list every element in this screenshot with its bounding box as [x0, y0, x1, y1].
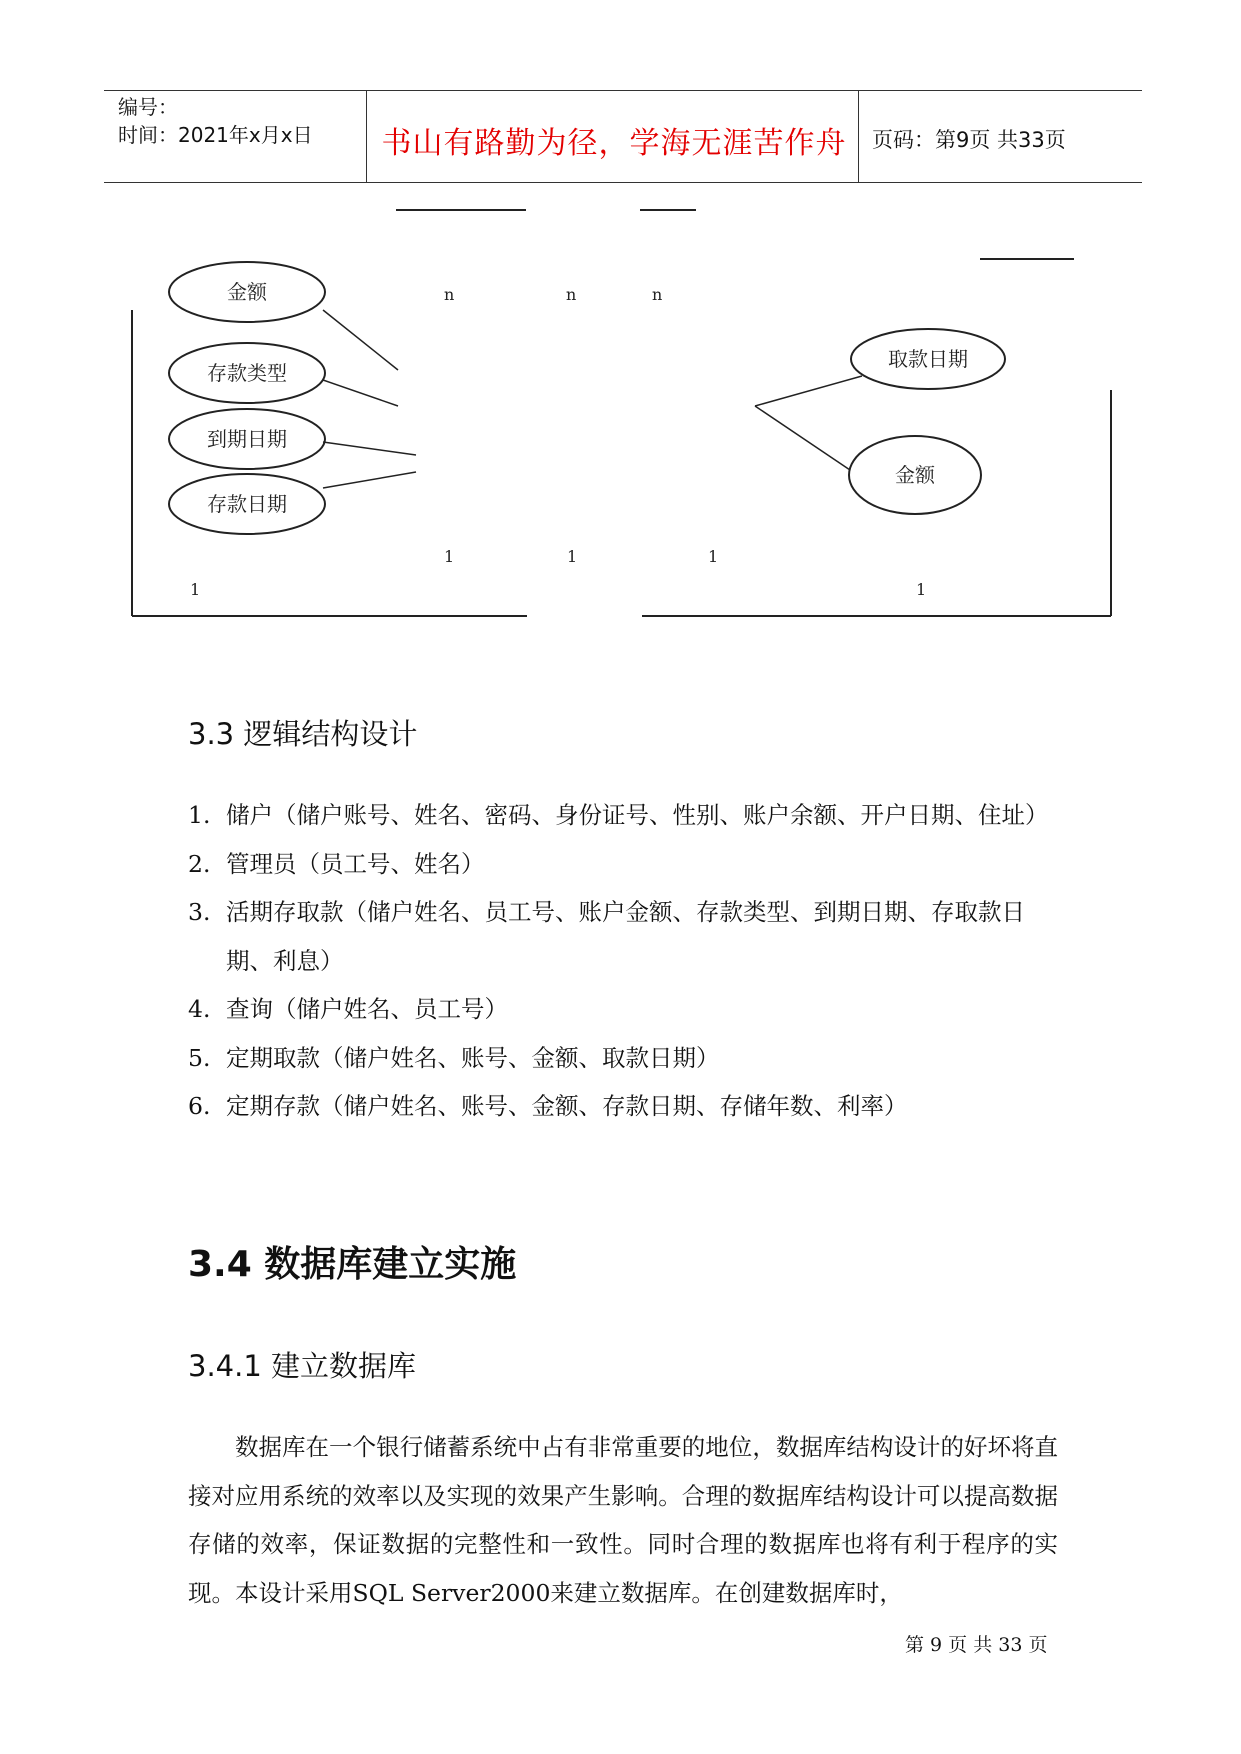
- list-item-number: 1.: [188, 801, 211, 829]
- header-top-rule: [104, 90, 1142, 91]
- subsection-heading-3-4-1: 3.4.1 建立数据库: [188, 1349, 417, 1383]
- header-motto: 书山有路勤为径，学海无涯苦作舟: [381, 126, 847, 161]
- list-item: [188, 791, 1068, 840]
- list-item-number: 4.: [188, 995, 211, 1023]
- list-item: [188, 888, 1068, 985]
- time-label: 时间：2021年x月x日: [118, 123, 313, 147]
- cardinality-n-3: n: [652, 285, 663, 304]
- connector-withdraw-date: [755, 376, 862, 406]
- header-page-label: 页码：第9页 共33页: [872, 128, 1066, 152]
- header-divider-left: [366, 90, 367, 182]
- attr-label-deposit-date: 存款日期: [207, 492, 287, 516]
- list-item: [188, 1082, 1068, 1131]
- attr-label-due-date: 到期日期: [207, 427, 287, 451]
- list-item-number: 5.: [188, 1043, 211, 1072]
- connector-deposit-date: [323, 472, 416, 488]
- serial-label: 编号：: [118, 95, 178, 119]
- header-meta: [118, 93, 313, 149]
- section-heading-3-3: 3.3 逻辑结构设计: [188, 717, 418, 751]
- list-item: [188, 985, 1068, 1034]
- list-item-text: 储户（储户账号、姓名、密码、身份证号、性别、账户余额、开户日期、住址）: [226, 801, 1049, 829]
- list-item-text: 管理员（员工号、姓名）: [226, 849, 485, 878]
- connector-amount-right: [755, 406, 850, 470]
- attr-label-deposit-type: 存款类型: [207, 361, 287, 385]
- cardinality-n-1: n: [444, 285, 455, 304]
- list-item-text: 定期存款（储户姓名、账号、金额、存款日期、存储年数、利率）: [226, 1092, 908, 1120]
- logical-structure-list: [188, 791, 1068, 1131]
- section-heading-3-4: 3.4 数据库建立实施: [188, 1244, 517, 1285]
- list-item-text: 活期存取款（储户姓名、员工号、账户金额、存款类型、到期日期、存取款日期、利息）: [226, 898, 1025, 975]
- list-item-number: 3.: [188, 898, 211, 926]
- connector-amount: [323, 310, 398, 370]
- connector-due-date: [323, 442, 416, 455]
- list-item-text: 查询（储户姓名、员工号）: [226, 995, 508, 1023]
- list-item: [188, 1034, 1068, 1083]
- cardinality-1-left: 1: [190, 580, 201, 599]
- list-item: [188, 840, 1068, 889]
- attr-label-amount-right: 金额: [895, 463, 935, 487]
- cardinality-1-mid-1: 1: [444, 547, 455, 566]
- attr-label-withdraw-date: 取款日期: [888, 347, 968, 371]
- body-paragraph: 数据库在一个银行储蓄系统中占有非常重要的地位，数据库结构设计的好坏将直接对应用系统的效率以及实现的效果产生影响。合理的数据库结构设计可以提高数据存储的效率，保证数据的完整性和一致性。同时合理的数据库也将有利于程序的实现。本设计采用SQL Server2000来建立数据库。在创建数据库时，: [188, 1433, 1058, 1607]
- attr-label-amount: 金额: [227, 280, 267, 304]
- list-item-number: 6.: [188, 1092, 211, 1120]
- cardinality-n-2: n: [566, 285, 577, 304]
- footer-page-number: 第 9 页 共 33 页: [905, 1634, 1048, 1656]
- header-bottom-rule: [104, 182, 1142, 183]
- connector-deposit-type: [323, 380, 398, 406]
- cardinality-1-right: 1: [916, 580, 927, 599]
- cardinality-1-mid-2: 1: [567, 547, 578, 566]
- er-diagram: [0, 190, 1241, 630]
- header-divider-right: [858, 90, 859, 182]
- cardinality-1-mid-3: 1: [708, 547, 719, 566]
- list-item-number: 2.: [188, 849, 211, 878]
- list-item-text: 定期取款（储户姓名、账号、金额、取款日期）: [226, 1043, 720, 1072]
